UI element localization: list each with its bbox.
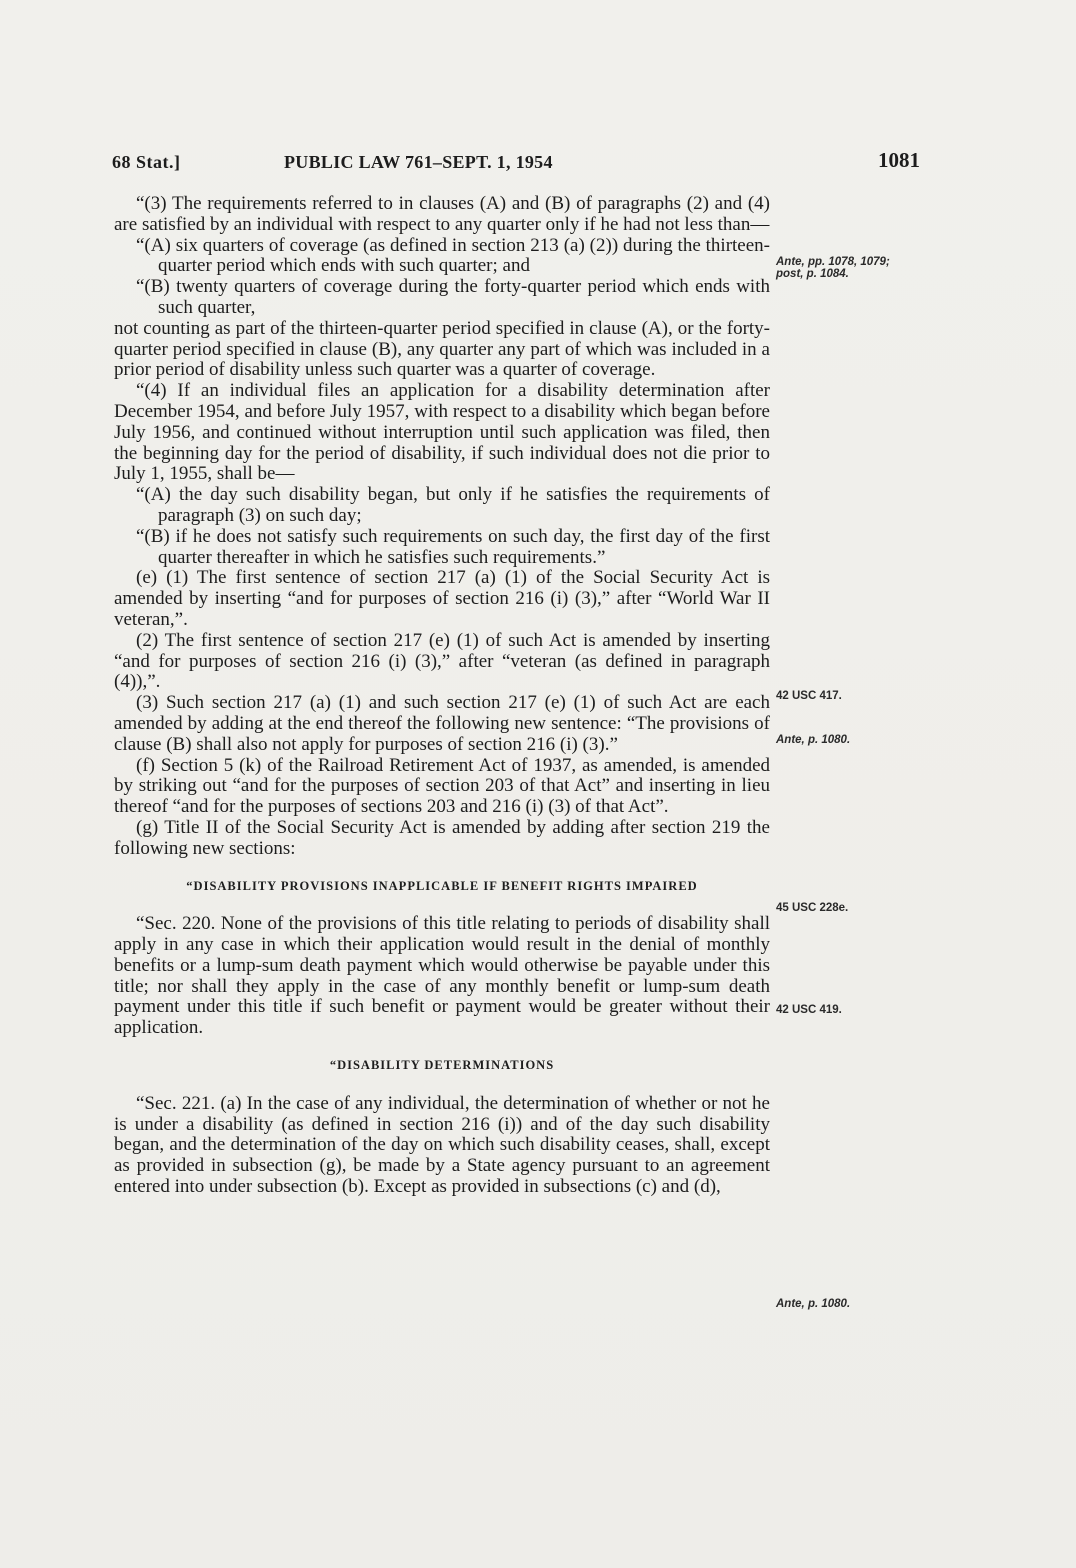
paragraph: (f) Section 5 (k) of the Railroad Retirement Act of 1937, as amended, is amended by striking out “and for the purposes of section 203 of that Act” and inserting in lieu thereof “and for the purposes of sections 203 and 216 (i) (3) of that Act”. [114,754,770,818]
paragraph: (e) (1) The first sentence of section 217 (a) (1) of the Social Security Act is amended by inserting “and for purposes of section 216 (i) (3),” after “World War II veteran,”. [114,567,770,630]
margin-note: Ante, pp. 1078, 1079; post, p. 1084. [776,256,890,280]
section-heading: “DISABILITY PROVISIONS INAPPLICABLE IF BENEFIT RIGHTS IMPAIRED [186,878,698,893]
section-heading: “DISABILITY DETERMINATIONS [329,1058,555,1073]
paragraph: (g) Title II of the Social Security Act is amended by adding after section 219 the following new sections: [114,816,770,859]
paragraph: “(4) If an individual files an application for a disability determination after December 1954, and before July 1957, with respect to a disability which began before July 1956, and continued without interruption until such application was filed, then the beginning day for the period of disability, if such individual does not die prior to July 1, 1955, shall be— [114,380,770,485]
paragraph: “(A) the day such disability began, but only if he satisfies the requirements of paragraph (3) on such day; [136,484,770,526]
paragraph: “(B) if he does not satisfy such requirements on such day, the first day of the first quarter thereafter in which he satisfies such requirements.” [136,525,770,568]
paragraph: (2) The first sentence of section 217 (e) (1) of such Act is amended by inserting “and for purposes of section 216 (i) (3),” after “veteran (as defined in paragraph (4)),”. [114,629,770,693]
statute-body [114,194,770,1198]
paragraph: “Sec. 220. None of the provisions of this title relating to periods of disability shall apply in any case in which their application would result in the denial of monthly benefits or a lump-sum death payment which would otherwise be payable under this title; nor shall they apply in the case of any monthly benefit or lump-sum death payment under this title if such benefit or payment would be greater without their application. [114,913,770,1039]
paragraph: “(B) twenty quarters of coverage during the forty-quarter period which ends with such quarter, [136,276,770,318]
paragraph: “Sec. 221. (a) In the case of any individual, the determination of whether or not he is under a disability (as defined in section 216 (i)) and of the day such disability began, and the determination of the day on which such disability ceases, shall, except as provided in subsection (g), be made by a State agency pursuant to an agreement entered into under subsection (b). Except as provided in subsections (c) and (d), [114,1092,770,1198]
paragraph: (3) Such section 217 (a) (1) and such section 217 (e) (1) of such Act are each amended by adding at the end thereof the following new sentence: “The provisions of clause (B) shall also not apply for purposes of section 216 (i) (3).” [114,692,770,755]
margin-note: 45 USC 228e. [776,902,849,914]
paragraph: “(3) The requirements referred to in clauses (A) and (B) of paragraphs (2) and (4) are satisfied by an individual with respect to any quarter only if he had not less than— [114,193,770,235]
paragraph: “(A) six quarters of coverage (as defined in section 213 (a) (2)) during the thirteen-quarter period which ends with such quarter; and [136,234,770,277]
margin-note: 42 USC 419. [776,1004,842,1016]
paragraph: not counting as part of the thirteen-quarter period specified in clause (A), or the forty-quarter period specified in clause (B), any quarter any part of which was included in a prior period of disability unless such quarter was a quarter of coverage. [114,317,770,381]
volume-reference: 68 Stat.] [112,152,181,172]
margin-note: Ante, p. 1080. [776,734,851,746]
margin-note: 42 USC 417. [776,690,842,702]
running-title: PUBLIC LAW 761–SEPT. 1, 1954 [284,152,553,172]
page-header [112,148,920,178]
margin-note: Ante, p. 1080. [776,1298,851,1310]
page-number: 1081 [878,148,920,172]
